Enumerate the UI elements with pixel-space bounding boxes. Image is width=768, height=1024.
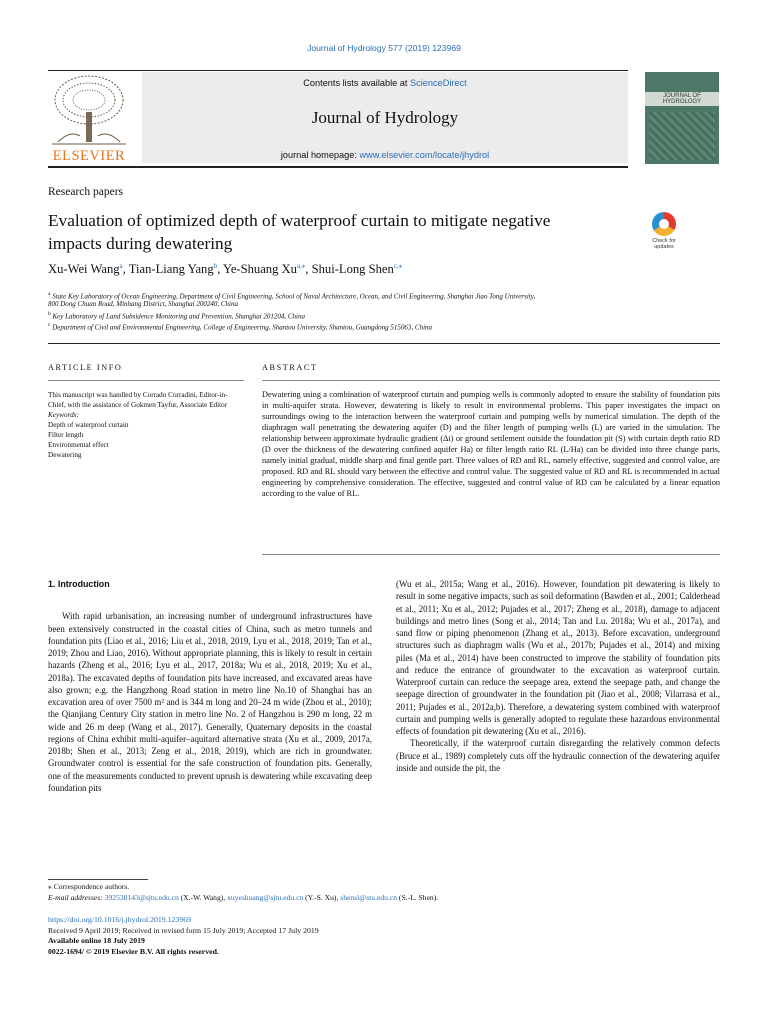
author-name[interactable]: Shui-Long Shen (311, 262, 394, 277)
keyword: Depth of waterproof curtain (48, 421, 129, 429)
intro-paragraph: (Wu et al., 2015a; Wang et al., 2016). However, foundation pit dewatering is likely to result in some negative impacts, such as soil deformation (Bawden et al., 2001; Calderhead et al., 2011; Xu et al., 2012; Pujades et al., 2017; Zheng et al., 2018), damage to adjacent buildings and metro lines (Song et al., 2014; Tan and Lu. 2018a; Wu et al., 2017a), and sand flow or piping phenomenon (Zhang et al., 2013). Before excavation, underground structures such as diaphragm walls (Wu et al., 2017b; Pujades et al., 2014) and mixing piles (Ma et al., 2014) have been constructed to improve the stability of foundation pits and reduce the entrance of groundwater to the excavation as waterproof curtain. Waterproof curtain can reduce the seepage area, extend the seepage path, and change the seepage direction of groundwater in the foundation pit (Jiao et al., 2008; Vilarrasa et al., 2011; Pujades et al., 2012a,b). Therefore, a dewatering system combined with waterproof curtain and pumping wells is generally adopted to regulate these hazardous environmental effects of foundation pit dewatering (Xu et al., 2016). (396, 579, 720, 736)
affiliation-sup: b (48, 311, 51, 317)
info-divider (48, 380, 244, 381)
cover-text-1: JOURNAL OF (663, 93, 701, 99)
check-updates-text-2: updates (654, 244, 674, 250)
author-sup[interactable]: a,⁎ (296, 262, 306, 270)
email-link[interactable]: shensl@stu.edu.cn (340, 893, 398, 902)
abstract-text: Dewatering using a combination of waterproof curtain and pumping wells is commonly adopted to ensure the stability of foundation pits in multi-aquifer strata. However, dewatering is likely to result in environmental problems. This paper investigates the impact on surroundings owing to the interaction between the waterproof curtain and pumping wells by numerical simulation. The depth of the diaphragm wall penetrating the dewatering aquifer (D) and the filter length of pumping wells (L) are varied in the simulation. The relationship between approximate hydraulic gradient (Δi) or ground settlement outside the foundation pit (S) with curtain depth ratio RD (D over the thickness of the dewatering confined aquifer Ha) or filter length ratio RL (L/Ha) can be divided into three change parts, namely initial gradual, middle sharp and final gentle part. Three values of RD and RL, namely effective, suggested and control value, are proposed. RD and RL should vary between the effective and control value. The suggested value of RD and RL is recommended in actual engineering by comprehensive consideration. The effective, suggested and control value of RD can be calculated by a linear equation according to the value of RL. (262, 390, 720, 498)
check-for-updates-button[interactable] (644, 212, 684, 252)
intro-paragraph: With rapid urbanisation, an increasing number of underground infrastructures have been extensively constructed in the coastal cities of China, such as metro tunnels and foundation pits (Liao et al., 2016; Liu et al., 2018, 2019, Lyu et al., 2018, 2019; Tan et al., 2019; Zhou and Liao, 2016). Without appropriate planning, this is likely to result in certain hazards (Zheng et al., 2016; Lyu et al., 2017, 2018a; Wu et al., 2018, 2019; Xu et al., 2018a). The excavated depths of foundation pits have increased, and excavated areas have also grown; e.g. the Hangzhong Road station in metro line No.10 of Shanghai has an excavation area of over 7500 m² and is 344 m long and 20–24 m wide (Zhou et al., 2010); the Qianjiang Century City station in metro line No. 2 of Hangzhou is 290 m long, 22 m wide and 26 m deep (Wang et al., 2017). Generally, Quaternary deposits in the coastal regions of China exhibit multi-aquifer–aquitard alternative strata (Xu et al., 2009, 2017a, 2018b; Shen et al., 2013; Zeng et al., 2018, 2019), which are rich in groundwater. Groundwater control is essential for the safe construction of foundation pits. Generally, one of the measurements conducted to prevent uprush is dewatering while excavating deep foundation pits (48, 611, 372, 793)
body-right-column (396, 578, 720, 774)
journal-homepage (142, 150, 628, 160)
affiliation-text: Key Laboratory of Land Subsidence Monitoring and Prevention, Shanghai 201204, China (52, 312, 306, 321)
email-addresses (48, 893, 438, 904)
journal-banner (142, 72, 628, 163)
abstract-divider (262, 380, 720, 381)
correspondence-note: ⁎ Correspondence authors. (48, 882, 130, 891)
affiliation (48, 299, 668, 309)
affiliation-text: 800 Dong Chuan Road, Minhang District, Shanghai 200240, China (48, 300, 238, 308)
keyword: Environmental effect (48, 441, 109, 449)
affiliation (48, 320, 668, 332)
check-updates-icon (652, 212, 676, 236)
received-dates: Received 9 April 2019; Received in revised form 15 July 2019; Accepted 17 July 2019 (48, 925, 319, 935)
email-label: E-mail addresses: (48, 893, 105, 902)
title-line-1: Evaluation of optimized depth of waterproof curtain to mitigate negative (48, 211, 551, 230)
body-left-column (48, 578, 372, 794)
info-top-rule (48, 343, 720, 344)
cover-title (645, 93, 719, 105)
check-updates-text-1: Check for (652, 238, 676, 244)
journal-citation[interactable]: Journal of Hydrology 577 (2019) 123969 (307, 43, 461, 53)
affiliation-text: State Key Laboratory of Ocean Engineering, Department of Civil Engineering, School of Naval Architecture, Ocean, and Civil Engineering, Shanghai Jiao Tong University, (52, 292, 536, 301)
journal-cover[interactable] (645, 72, 719, 164)
email-link[interactable]: xuyeshuang@sjtu.edu.cn (227, 893, 304, 902)
author-list: Xu-Wei Wang$^a$, Tian-Liang Yang$^b$, Ye-Shuang $Xu^{a,⁎}$, Shui-Long Shen$^{c,⁎}$ (48, 262, 403, 277)
article-section: Research papers (48, 186, 124, 198)
handled-by: This manuscript was handled by Corrado Corradini, Editor-in-Chief, with the assistance of Gokmen Tayfur, Associate Editor (48, 391, 228, 409)
author-sup[interactable]: b (213, 262, 218, 270)
email-owner: (S.-L. Shen). (397, 893, 439, 902)
header-top-rule (48, 70, 628, 71)
title-line-2: impacts during dewatering (48, 234, 233, 253)
email-owner: (X.-W. Wang), (178, 893, 228, 902)
sciencedirect-link[interactable]: ScienceDirect (410, 78, 467, 88)
author-name[interactable]: Xu-Wei Wang (48, 262, 120, 277)
email-owner: (Y.-S. Xu), (303, 893, 341, 902)
author-sup[interactable]: a (119, 262, 123, 270)
keywords-label: Keywords: (48, 411, 79, 419)
publication-info (48, 915, 319, 957)
elsevier-tree-icon (50, 72, 128, 148)
cover-image (649, 112, 715, 160)
affiliation-sup: a (48, 291, 51, 297)
elsevier-wordmark: ELSEVIER (52, 148, 126, 164)
article-info-block (48, 390, 243, 460)
keyword: Dewatering (48, 451, 82, 459)
email-link[interactable]: 392538143@sjtu.edu.cn (104, 893, 179, 902)
contents-availability (142, 78, 628, 88)
elsevier-logo (48, 72, 130, 164)
keyword: Filter length (48, 431, 84, 439)
homepage-link[interactable]: www.elsevier.com/locate/jhydrol (359, 150, 490, 160)
affiliation-sup: c (48, 322, 51, 328)
author-name[interactable]: Ye-Shuang Xu (222, 262, 297, 277)
author-name[interactable]: Tian-Liang Yang (128, 262, 214, 277)
intro-paragraph: Theoretically, if the waterproof curtain disregarding the relatively common defects (Bruce et al., 1989) completely cuts off the hydraulic connection of the dewatering aquifer inside and outside the pit, the (396, 738, 720, 773)
author-sup[interactable]: c,⁎ (393, 262, 403, 270)
homepage-prefix: journal homepage: (280, 150, 360, 160)
available-online: Available online 18 July 2019 (48, 936, 145, 945)
intro-heading: 1. Introduction (48, 579, 110, 589)
abstract-heading: ABSTRACT (262, 363, 318, 372)
copyright: 0022-1694/ © 2019 Elsevier B.V. All rights reserved. (48, 946, 219, 956)
journal-title: Journal of Hydrology (311, 108, 459, 127)
header-bottom-rule (48, 166, 628, 168)
cover-text-2: HYDROLOGY (662, 99, 702, 105)
article-info-heading: ARTICLE INFO (48, 363, 123, 372)
footnote-rule (48, 879, 148, 880)
abstract-bottom-rule (262, 554, 720, 555)
contents-prefix: Contents lists available at (303, 78, 411, 88)
affiliation-text: Department of Civil and Environmental Engineering, College of Engineering, Shantou University, Shantou, Guangdong 515063, China (52, 323, 433, 332)
doi-link[interactable]: https://doi.org/10.1016/j.jhydrol.2019.123969 (48, 915, 192, 924)
article-title (48, 209, 628, 255)
